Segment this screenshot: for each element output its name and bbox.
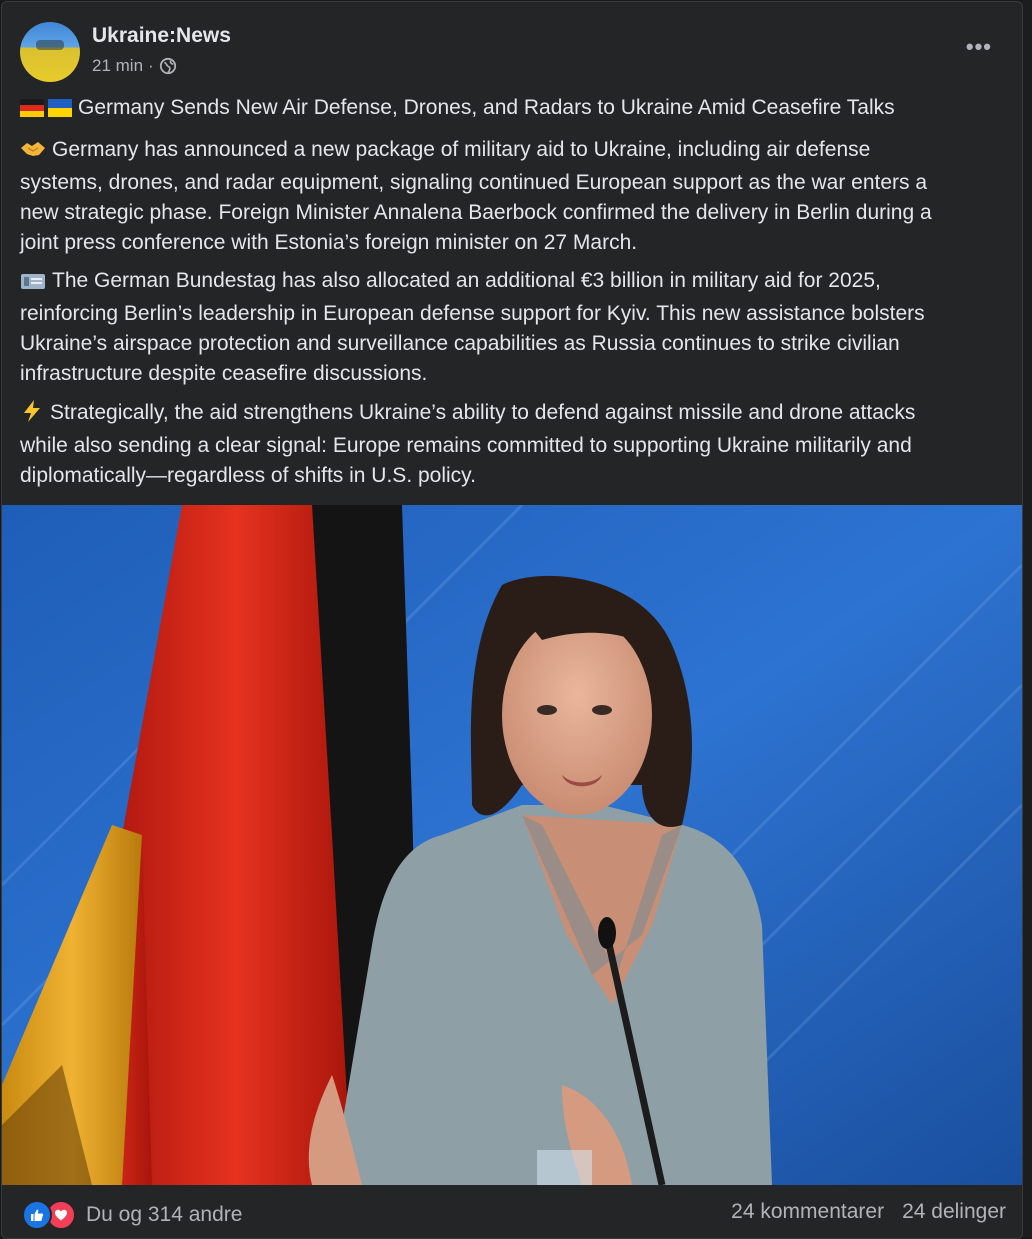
page-avatar[interactable] — [20, 22, 80, 82]
post-paragraph-2 — [20, 266, 1010, 389]
handshake-icon — [20, 138, 46, 168]
post-meta — [92, 56, 177, 76]
globe-icon[interactable] — [159, 57, 177, 75]
paragraph-3-line-1: Strategically, the aid strengthens Ukraine’s ability to defend against missile and drone attacks — [50, 401, 916, 424]
ukrainian-flag-icon — [48, 96, 72, 126]
meta-separator: · — [148, 56, 154, 75]
reactions-text[interactable]: Du og 314 andre — [86, 1203, 243, 1226]
paragraph-3-line-2: while also sending a clear signal: Europe remains committed to supporting Ukraine militarily and — [20, 434, 912, 457]
reactions-summary[interactable] — [22, 1200, 242, 1230]
card-index-icon — [20, 269, 46, 299]
paragraph-1-line-1: Germany has announced a new package of military aid to Ukraine, including air defense — [52, 138, 871, 161]
post-time-link[interactable]: 21 min — [92, 56, 144, 75]
comments-count-link[interactable]: 24 kommentarer — [731, 1200, 885, 1223]
shares-count-link[interactable]: 24 delinger — [902, 1200, 1006, 1223]
paragraph-2-line-4: infrastructure despite ceasefire discussions. — [20, 362, 428, 385]
paragraph-1-line-2: systems, drones, and radar equipment, signaling continued European support as the war enters a — [20, 171, 928, 194]
page-name-link[interactable]: Ukraine:News — [92, 24, 231, 47]
lightning-icon — [20, 400, 44, 431]
headline-text: Germany Sends New Air Defense, Drones, and Radars to Ukraine Amid Ceasefire Talks — [78, 96, 895, 119]
paragraph-1-line-4: joint press conference with Estonia’s foreign minister on 27 March. — [20, 231, 638, 254]
paragraph-1-line-3: new strategic phase. Foreign Minister Annalena Baerbock confirmed the delivery in Berlin during a — [20, 201, 932, 224]
post-photo[interactable] — [2, 505, 1022, 1185]
german-flag-icon — [20, 96, 44, 126]
like-icon — [22, 1200, 52, 1230]
post-card — [1, 1, 1023, 1239]
post-paragraph-3 — [20, 398, 1010, 491]
post-paragraph-1 — [20, 135, 1010, 258]
paragraph-2-line-2: reinforcing Berlin’s leadership in European defense support for Kyiv. This new assistance bolsters — [20, 302, 925, 325]
paragraph-3-line-3: diplomatically—regardless of shifts in U.S. policy. — [20, 464, 476, 487]
scrollbar-track[interactable] — [1022, 0, 1032, 1237]
paragraph-2-line-1: The German Bundestag has also allocated an additional €3 billion in military aid for 2025, — [52, 269, 881, 292]
post-headline — [20, 93, 1010, 126]
more-options-button[interactable]: ••• — [965, 34, 992, 59]
press-conference-photo — [2, 505, 1022, 1185]
engagement-counts — [731, 1200, 1006, 1224]
paragraph-2-line-3: Ukraine’s airspace protection and surveillance capabilities as Russia continues to strike civilian — [20, 332, 900, 355]
